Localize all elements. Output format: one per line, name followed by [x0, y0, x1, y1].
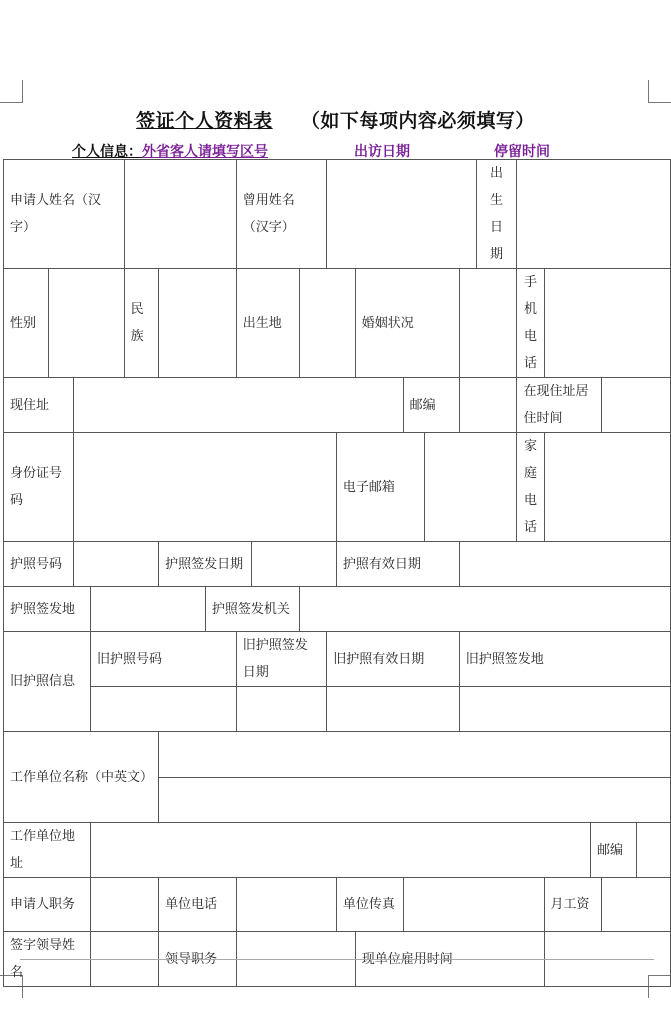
visit-date-heading: 出访日期: [354, 144, 410, 160]
label-old-passport-info: 旧护照信息: [4, 632, 91, 732]
input-passport-authority[interactable]: [299, 587, 670, 632]
label-email: 电子邮箱: [336, 433, 424, 542]
label-gender: 性别: [4, 269, 49, 378]
input-old-passport-issue-place[interactable]: [459, 687, 670, 732]
input-current-address[interactable]: [74, 378, 404, 433]
label-leader-title: 领导职务: [159, 932, 237, 987]
label-residence-duration: 在现住址居住时间: [517, 378, 602, 433]
document-title: [0, 106, 671, 133]
label-ethnicity: 民族: [124, 269, 158, 378]
birth-date-text: 出生日期: [490, 166, 504, 262]
input-employer-name-en[interactable]: [159, 778, 671, 823]
input-monthly-salary[interactable]: [602, 878, 671, 932]
label-old-passport-expiry: 旧护照有效日期: [327, 632, 459, 687]
input-ethnicity[interactable]: [159, 269, 237, 378]
home-phone-text: 家庭电话: [523, 439, 537, 535]
label-passport-authority: 护照签发机关: [205, 587, 299, 632]
label-marital-status: 婚姻状况: [355, 269, 459, 378]
label-work-fax: 单位传真: [336, 878, 403, 932]
input-applicant-name[interactable]: [124, 160, 236, 269]
input-birth-date[interactable]: [517, 160, 671, 269]
input-work-phone[interactable]: [236, 878, 336, 932]
title-note: （如下每项内容必须填写）: [300, 110, 535, 132]
label-former-name: 曾用姓名（汉字）: [236, 160, 327, 269]
label-leader-name: 签字领导姓名: [4, 932, 91, 987]
label-passport-issue-place: 护照签发地: [4, 587, 91, 632]
input-former-name[interactable]: [327, 160, 476, 269]
input-passport-expiry[interactable]: [459, 542, 670, 587]
input-old-passport-issue-date[interactable]: [236, 687, 327, 732]
label-passport-expiry: 护照有效日期: [336, 542, 459, 587]
label-birthplace: 出生地: [236, 269, 299, 378]
label-old-passport-issue-place: 旧护照签发地: [459, 632, 670, 687]
input-marital-status[interactable]: [459, 269, 517, 378]
label-monthly-salary: 月工资: [544, 878, 602, 932]
input-job-title[interactable]: [90, 878, 158, 932]
input-old-passport-expiry[interactable]: [327, 687, 459, 732]
input-birthplace[interactable]: [299, 269, 355, 378]
input-passport-issue-date[interactable]: [252, 542, 336, 587]
title-main: 签证个人资料表: [136, 110, 273, 132]
label-id-number: 身份证号码: [4, 433, 74, 542]
page-footer-rule: [20, 959, 654, 960]
label-old-passport-issue-date: 旧护照签发日期: [236, 632, 327, 687]
label-mobile: [517, 269, 544, 378]
crop-mark-top-right: [648, 80, 671, 103]
mobile-text: 手机电话: [523, 275, 537, 371]
input-address-postcode[interactable]: [459, 378, 517, 433]
label-employer-postcode: 邮编: [590, 823, 636, 878]
visa-info-form: [3, 159, 671, 987]
input-gender[interactable]: [49, 269, 124, 378]
label-employment-time: 现单位雇用时间: [355, 932, 544, 987]
label-employer-name: 工作单位名称（中英文）: [4, 732, 159, 823]
stay-time-heading: 停留时间: [494, 144, 550, 160]
input-work-fax[interactable]: [403, 878, 544, 932]
label-home-phone: [517, 433, 544, 542]
input-employer-name-cn[interactable]: [159, 732, 671, 778]
input-home-phone[interactable]: [544, 433, 671, 542]
crop-mark-top-left: [0, 80, 23, 103]
label-work-phone: 单位电话: [159, 878, 237, 932]
input-email[interactable]: [425, 433, 517, 542]
input-passport-number[interactable]: [74, 542, 159, 587]
input-employer-postcode[interactable]: [637, 823, 671, 878]
label-applicant-name: 申请人姓名（汉字）: [4, 160, 125, 269]
label-job-title: 申请人职务: [4, 878, 91, 932]
input-mobile[interactable]: [544, 269, 671, 378]
personal-info-heading: [72, 141, 268, 161]
input-id-number[interactable]: [74, 433, 337, 542]
personal-info-label: 个人信息：: [72, 144, 142, 160]
input-employer-address[interactable]: [90, 823, 590, 878]
input-old-passport-number[interactable]: [90, 687, 236, 732]
label-birth-date: [476, 160, 517, 269]
area-code-hint: 外省客人请填写区号: [142, 144, 268, 160]
input-residence-duration[interactable]: [602, 378, 671, 433]
label-current-address: 现住址: [4, 378, 74, 433]
label-passport-number: 护照号码: [4, 542, 74, 587]
input-passport-issue-place[interactable]: [90, 587, 205, 632]
label-old-passport-number: 旧护照号码: [90, 632, 236, 687]
label-passport-issue-date: 护照签发日期: [159, 542, 252, 587]
label-employer-address: 工作单位地址: [4, 823, 91, 878]
label-address-postcode: 邮编: [403, 378, 459, 433]
